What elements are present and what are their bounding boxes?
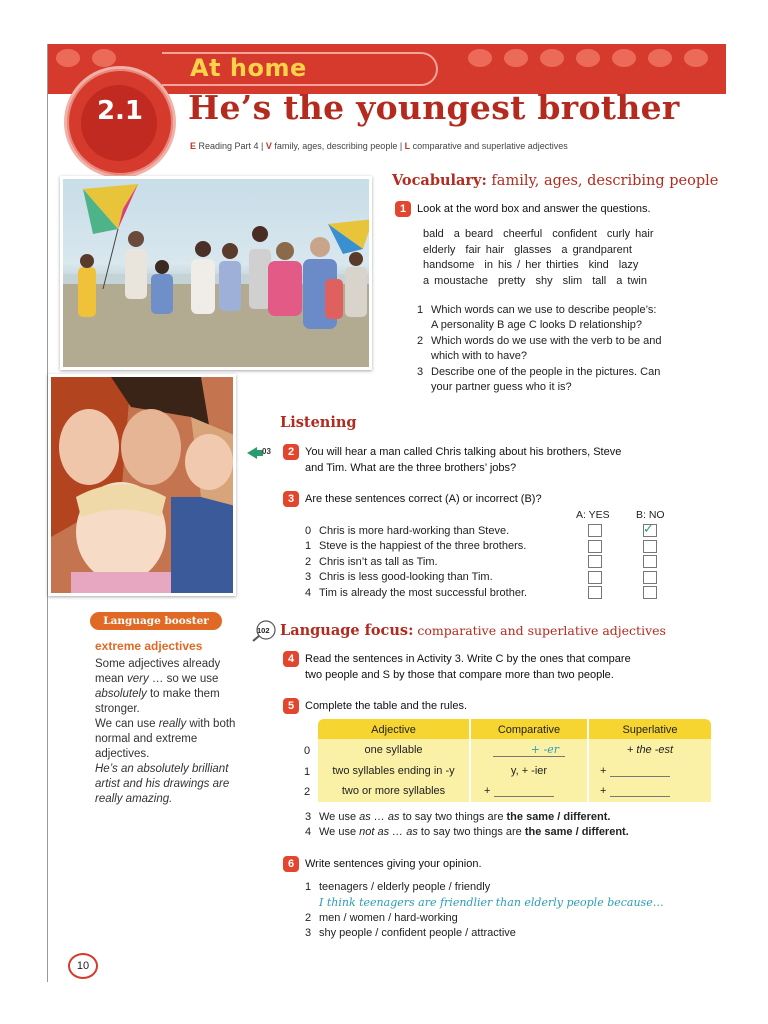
checkbox-4-no[interactable] [643, 586, 657, 599]
word-box-word: confident [552, 228, 597, 240]
word-box-word: elderly [423, 243, 456, 256]
table-cell-adjective: two syllables ending in -y [332, 765, 455, 777]
word-box-word: tall [592, 274, 607, 287]
ex6-example-answer: I think teenagers are friendlier than elderly people because… [319, 896, 664, 909]
word-box-word: shy [535, 274, 553, 287]
exercise-1-instruction: Look at the word box and answer the questions. [417, 203, 651, 215]
word-box-word: kind [588, 259, 609, 271]
exercise-3-instruction: Are these sentences correct (A) or incorrect (B)? [305, 493, 542, 505]
rule-4: 4 We use not as … as to say two things are the same / different. [305, 826, 629, 838]
word-box-word: handsome [423, 259, 475, 271]
table-header-comparative: Comparative [497, 724, 561, 736]
table-cell-superlative[interactable]: + [600, 765, 700, 777]
table-header-adjective: Adjective [371, 724, 416, 736]
column-a-yes: A: YES [576, 509, 610, 521]
ex3-item-0: 0 Chris is more hard-working than Steve. [305, 525, 510, 537]
checkbox-2-yes[interactable] [588, 555, 602, 568]
word-box-word: a twin [616, 274, 647, 287]
language-booster-text: Some adjectives already mean very … so we use absolutely to make them stronger. We can use really with both normal and extreme adjectives. He’s an absolutely brilliant artist and his drawings are really amazing. [95, 658, 236, 805]
ex1-question-3-cont: your partner guess who it is? [431, 381, 572, 393]
ex1-question-2: 2 Which words do we use with the verb to be and [417, 335, 662, 347]
checkbox-3-no[interactable] [643, 571, 657, 584]
ex3-item-3: 3 Chris is less good-looking than Tim. [305, 571, 493, 583]
table-cell-comparative[interactable]: + [484, 785, 584, 797]
ex1-question-3: 3 Describe one of the people in the pictures. Can [417, 366, 661, 378]
word-box-word: pretty [497, 274, 526, 287]
family-portrait-photo [48, 374, 236, 596]
unit-number: 2.1 [96, 96, 144, 126]
checkbox-3-yes[interactable] [588, 571, 602, 584]
language-booster-label: Language booster [90, 612, 222, 630]
exercise-2-line2: and Tim. What are the three brothers’ jobs? [305, 462, 517, 474]
check-mark-icon: ✓ [643, 521, 654, 536]
exercise-5-badge: 5 [283, 698, 299, 714]
table-row-number: 1 [304, 766, 311, 778]
exercise-3-badge: 3 [283, 491, 299, 507]
audio-track-number: 03 [262, 447, 271, 456]
ex6-item-3: 3 shy people / confident people / attractive [305, 927, 516, 939]
table-row-number: 0 [304, 745, 311, 757]
ex3-item-1: 1 Steve is the happiest of the three brothers. [305, 540, 527, 552]
ex1-question-2-cont: which with to have? [431, 350, 527, 362]
table-cell-adjective: one syllable [364, 744, 423, 756]
ex6-item-1: 1 teenagers / elderly people / friendly [305, 881, 491, 893]
unit-topic: At home [190, 54, 307, 82]
word-box-word: bald [423, 228, 444, 240]
checkbox-2-no[interactable] [643, 555, 657, 568]
table-cell-comparative: y, + -ier [510, 765, 548, 777]
table-cell-superlative[interactable]: + [600, 785, 700, 797]
word-box-word: cheerful [503, 228, 543, 240]
vocabulary-heading: Vocabulary: family, ages, describing people [392, 172, 719, 189]
exercise-2-badge: 2 [283, 444, 299, 460]
word-box-word: slim [562, 274, 583, 287]
table-row-number: 2 [304, 786, 311, 798]
exercise-5-instruction: Complete the table and the rules. [305, 700, 468, 712]
exercise-6-badge: 6 [283, 856, 299, 872]
checkbox-0-yes[interactable] [588, 524, 602, 537]
beach-family-photo [60, 176, 372, 370]
exercise-4-badge: 4 [283, 651, 299, 667]
column-b-no: B: NO [636, 509, 665, 521]
table-cell-comparative: + -er [471, 743, 587, 757]
language-focus-heading: Language focus: comparative and superlative adjectives [280, 622, 666, 639]
word-box-word: fair hair [465, 243, 505, 256]
table-cell-adjective: two or more syllables [341, 785, 446, 797]
lesson-subtitle: E Reading Part 4 | V family, ages, describing people | L comparative and superlative adjectives [190, 141, 568, 151]
table-cell-superlative: + the -est [626, 744, 674, 756]
page-title: He’s the youngest brother [188, 88, 680, 127]
ex1-question-1: 1 Which words can we use to describe people’s: [417, 304, 657, 316]
exercise-1-badge: 1 [395, 201, 411, 217]
audio-track-icon[interactable] [247, 447, 263, 459]
table-header-superlative: Superlative [622, 724, 678, 736]
word-box-word: a beard [453, 228, 494, 240]
word-box-word: curly hair [606, 228, 654, 240]
word-box-word: lazy [618, 259, 639, 271]
page-number: 10 [68, 953, 98, 979]
ex3-item-4: 4 Tim is already the most successful brother. [305, 587, 528, 599]
word-box-word: glasses [514, 243, 552, 256]
exercise-4-line2: two people and S by those that compare more than two people. [305, 669, 614, 681]
language-booster-heading: extreme adjectives [95, 639, 203, 653]
grammar-reference-number: 102 [257, 626, 270, 635]
word-box-word: a grandparent [561, 243, 632, 256]
word-box-word: a moustache [423, 274, 488, 287]
checkbox-1-yes[interactable] [588, 540, 602, 553]
ex6-item-2: 2 men / women / hard-working [305, 912, 458, 924]
exercise-6-instruction: Write sentences giving your opinion. [305, 858, 482, 870]
word-box [423, 227, 713, 289]
checkbox-1-no[interactable] [643, 540, 657, 553]
exercise-4-line1: Read the sentences in Activity 3. Write C by the ones that compare [305, 653, 631, 665]
ex3-item-2: 2 Chris isn’t as tall as Tim. [305, 556, 438, 568]
checkbox-4-yes[interactable] [588, 586, 602, 599]
listening-heading: Listening [280, 414, 357, 431]
word-box-word: in his / her thirties [484, 259, 579, 271]
ex1-question-1-options: A personality B age C looks D relationship? [431, 319, 642, 331]
exercise-2-line1: You will hear a man called Chris talking about his brothers, Steve [305, 446, 622, 458]
rule-3: 3 We use as … as to say two things are the same / different. [305, 811, 611, 823]
